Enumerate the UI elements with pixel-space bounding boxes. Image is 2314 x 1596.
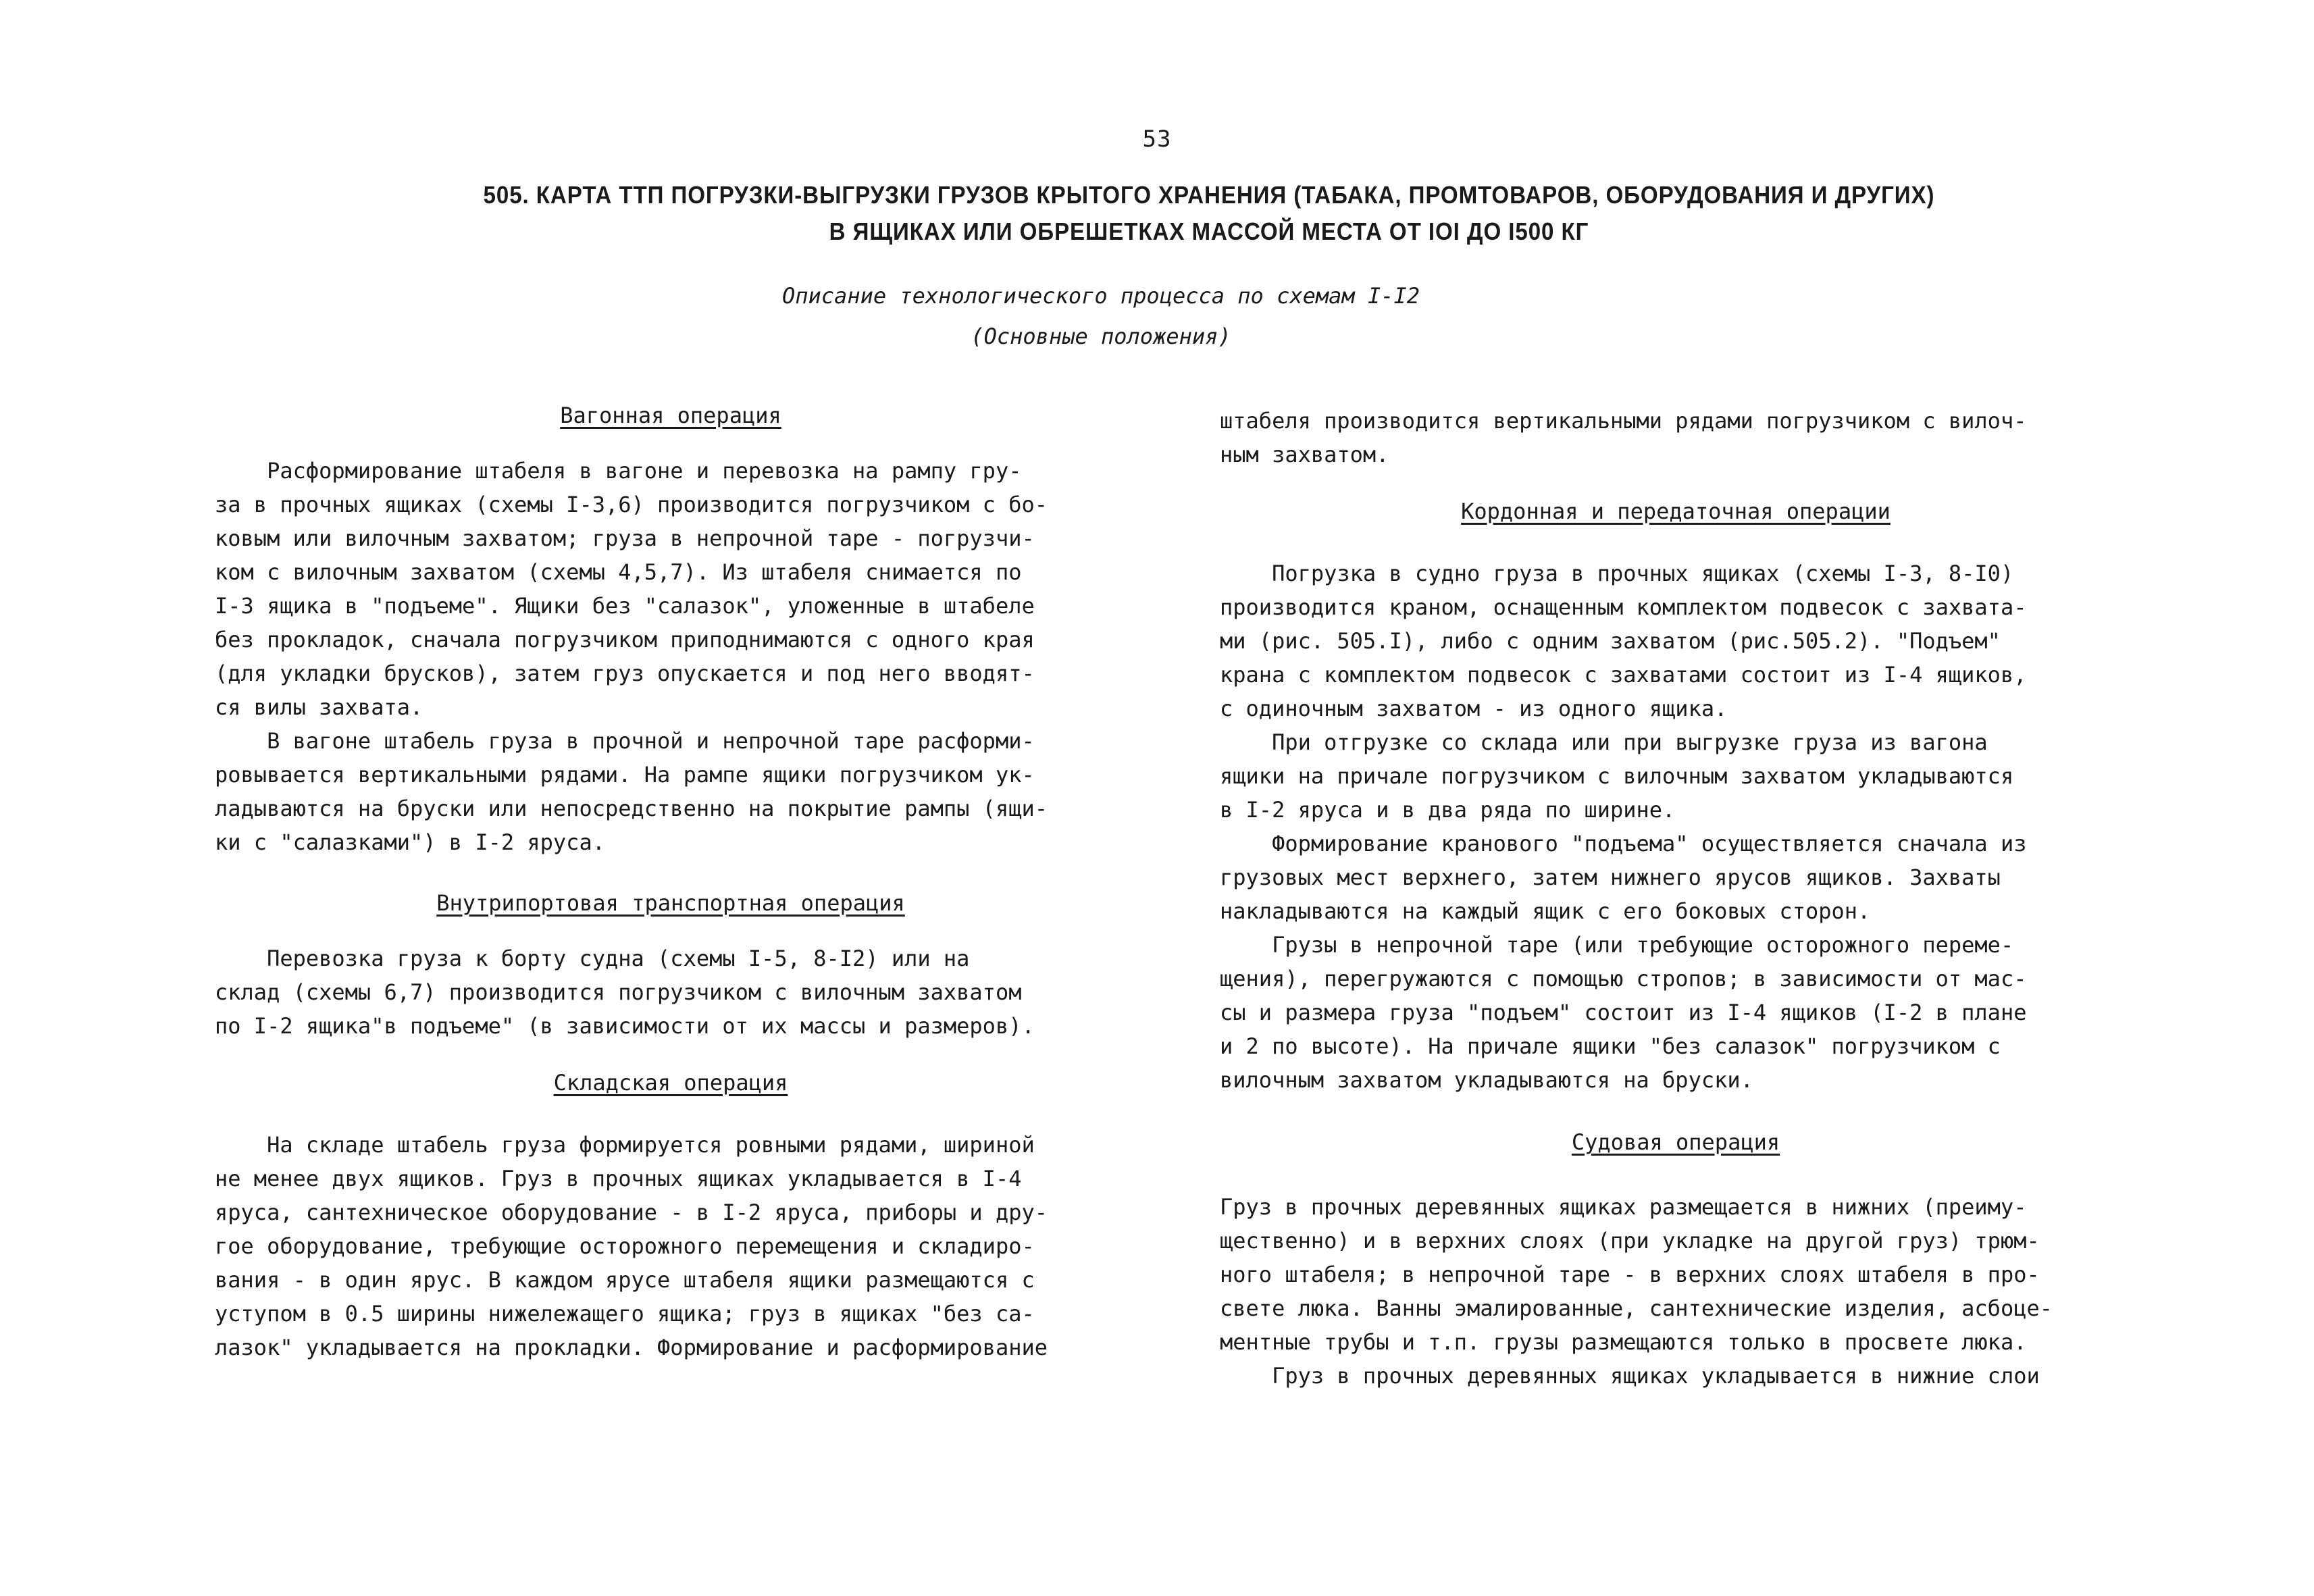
text-line: грузовых мест верхнего, затем нижнего ярусов ящиков. Захваты — [1220, 865, 2001, 890]
page-number: 53 — [1142, 126, 1172, 153]
left-column — [215, 403, 1127, 1364]
paragraph-cordon-3 — [1220, 827, 2132, 928]
text-line: Расформирование штабеля в вагоне и перевозка на рампу гру- — [215, 458, 1022, 484]
paragraph-cordon-4 — [1220, 928, 2132, 1097]
text-line: вания - в один ярус. В каждом ярусе штабеля ящики размещаются с — [215, 1267, 1035, 1293]
text-line: ровывается вертикальными рядами. На рампе ящики погрузчиком ук- — [215, 762, 1035, 788]
paragraph-cordon-1 — [1220, 557, 2132, 725]
section-heading-warehouse: Складская операция — [553, 1070, 788, 1096]
text-line: свете люка. Ванны эмалированные, сантехнические изделия, асбоце- — [1220, 1295, 2053, 1321]
paragraph-ship-1 — [1220, 1190, 2132, 1359]
text-line: яруса, сантехническое оборудование - в I-2 яруса, приборы и дру- — [215, 1200, 1048, 1225]
text-line: уступом в 0.5 ширины нижележащего ящика; груз в ящиках "без са- — [215, 1301, 1035, 1327]
text-line: за в прочных ящиках (схемы I-3,6) производится погрузчиком с бо- — [215, 492, 1048, 517]
text-line: Груз в прочных деревянных ящиках укладывается в нижние слои — [1220, 1363, 2040, 1389]
document-title — [444, 177, 1973, 250]
paragraph-wagon-1 — [215, 454, 1127, 724]
document-title-line-1: 505. КАРТА ТТП ПОГРУЗКИ-ВЫГРУЗКИ ГРУЗОВ КРЫТОГО ХРАНЕНИЯ (ТАБАКА, ПРОМТОВАРОВ, ОБОРУДОВАНИЯ И ДРУГИХ) — [483, 181, 1935, 209]
text-line: На складе штабель груза формируется ровными рядами, шириной — [215, 1132, 1035, 1158]
text-line: ящики на причале погрузчиком с вилочным захватом укладываются — [1220, 763, 2014, 789]
subtitle-line-2: (Основные положения) — [971, 324, 1231, 349]
text-line: Груз в прочных деревянных ящиках размещается в нижних (преиму- — [1220, 1194, 2027, 1220]
text-line: не менее двух ящиков. Груз в прочных ящиках укладывается в I-4 — [215, 1166, 1022, 1191]
text-line: ментные трубы и т.п. грузы размещаются только в просвете люка. — [1220, 1329, 2027, 1355]
text-line: в I-2 яруса и в два ряда по ширине. — [1220, 797, 1676, 823]
text-line: (для укладки брусков), затем груз опускается и под него вводят- — [215, 661, 1035, 686]
text-line: склад (схемы 6,7) производится погрузчиком с вилочным захватом — [215, 979, 1022, 1005]
subtitle-line-1: Описание технологического процесса по схемам I-I2 — [781, 283, 1420, 309]
paragraph-transport — [215, 942, 1127, 1043]
text-line: ки с "салазками") в I-2 яруса. — [215, 829, 605, 855]
section-heading-wagon: Вагонная операция — [560, 403, 781, 428]
text-line: Перевозка груза к борту судна (схемы I-5, 8-I2) или на — [215, 946, 970, 971]
text-line: накладываются на каждый ящик с его боковых сторон. — [1220, 898, 1871, 924]
text-line: производится краном, оснащенным комплектом подвесок с захвата- — [1220, 594, 2027, 620]
text-line: и 2 по высоте). На причале ящики "без салазок" погрузчиком с — [1220, 1033, 2001, 1059]
paragraph-ship-2 — [1220, 1359, 2132, 1393]
document-title-line-2: В ЯЩИКАХ ИЛИ ОБРЕШЕТКАХ МАССОЙ МЕСТА ОТ IOI ДО I500 КГ — [829, 217, 1589, 245]
right-column — [1220, 404, 2132, 1393]
text-line: В вагоне штабель груза в прочной и непрочной таре расформи- — [215, 728, 1035, 754]
text-line: ся вилы захвата. — [215, 694, 423, 720]
document-subtitle — [608, 276, 1594, 357]
text-line: лазок" укладывается на прокладки. Формирование и расформирование — [215, 1335, 1048, 1360]
text-line: Формирование кранового "подъема" осуществляется сначала из — [1220, 831, 2027, 856]
text-line: ного штабеля; в непрочной таре - в верхних слоях штабеля в про- — [1220, 1262, 2040, 1287]
text-line: I-3 ящика в "подъеме". Ящики без "салазок", уложенные в штабеле — [215, 593, 1035, 619]
text-line: Грузы в непрочной таре (или требующие осторожного переме- — [1220, 932, 2014, 958]
text-line: гое оборудование, требующие осторожного перемещения и складиро- — [215, 1233, 1035, 1259]
text-line: без прокладок, сначала погрузчиком приподнимаются с одного края — [215, 627, 1035, 652]
text-line: щественно) и в верхних слоях (при укладке на другой груз) трюм- — [1220, 1228, 2040, 1254]
section-heading-ship: Судовая операция — [1571, 1129, 1780, 1155]
text-line: штабеля производится вертикальными рядами погрузчиком с вилоч- — [1220, 408, 2027, 434]
text-line: ми (рис. 505.I), либо с одним захватом (рис.505.2). "Подъем" — [1220, 628, 2001, 654]
paragraph-wagon-2 — [215, 724, 1127, 859]
paragraph-continuation — [1220, 404, 2132, 471]
paragraph-cordon-2 — [1220, 725, 2132, 827]
text-line: щения), перегружаются с помощью стропов; в зависимости от мас- — [1220, 966, 2027, 992]
text-line: ковым или вилочным захватом; груза в непрочной таре - погрузчи- — [215, 525, 1035, 551]
text-line: вилочным захватом укладываются на бруски. — [1220, 1067, 1753, 1093]
text-line: Погрузка в судно груза в прочных ящиках (схемы I-3, 8-I0) — [1220, 561, 2014, 586]
section-heading-cordon: Кордонная и передаточная операции — [1461, 498, 1891, 524]
text-line: с одиночным захватом - из одного ящика. — [1220, 696, 1728, 721]
text-line: сы и размера груза "подъем" состоит из I-4 ящиков (I-2 в плане — [1220, 1000, 2027, 1025]
text-line: ным захватом. — [1220, 442, 1389, 467]
section-heading-transport: Внутрипортовая транспортная операция — [436, 890, 905, 916]
text-line: ладываются на бруски или непосредственно на покрытие рампы (ящи- — [215, 796, 1048, 821]
text-line: по I-2 ящика"в подъеме" (в зависимости от их массы и размеров). — [215, 1013, 1035, 1039]
text-line: ком с вилочным захватом (схемы 4,5,7). Из штабеля снимается по — [215, 559, 1022, 585]
text-line: При отгрузке со склада или при выгрузке груза из вагона — [1220, 729, 1988, 755]
text-line: крана с комплектом подвесок с захватами состоит из I-4 ящиков, — [1220, 662, 2027, 688]
paragraph-warehouse — [215, 1128, 1127, 1364]
